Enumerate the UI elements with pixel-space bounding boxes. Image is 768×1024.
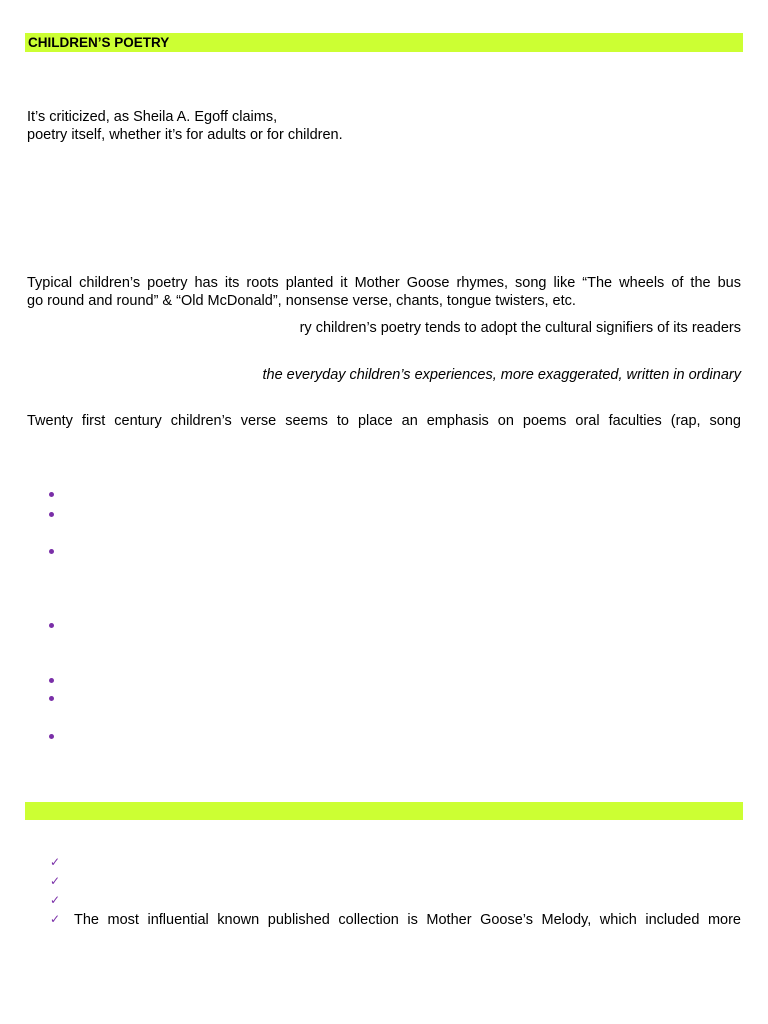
checklist-item-text: The most influential known published collection is Mother Goose’s Melody, which included more [74, 912, 741, 928]
section-heading-blank [25, 802, 743, 820]
paragraph-1-line-1: Typical children’s poetry has its roots planted it Mother Goose rhymes, song like “The wheels of the bus [27, 275, 741, 291]
bullet-dot-icon [49, 623, 54, 628]
bullet-dot-icon [49, 696, 54, 701]
intro-line-2: poetry itself, whether it’s for adults or for children. [27, 127, 343, 143]
bullet-dot-icon [49, 734, 54, 739]
paragraph-2-line-1: Twenty first century children’s verse seems to place an emphasis on poems oral faculties (rap, song [27, 413, 741, 429]
bullet-dot-icon [49, 549, 54, 554]
bullet-dot-icon [49, 492, 54, 497]
checkmark-icon: ✓ [50, 893, 61, 907]
section-heading [25, 33, 743, 52]
checkmark-icon: ✓ [50, 912, 61, 926]
italic-fragment: the everyday children’s experiences, more exaggerated, written in ordinary [262, 367, 741, 383]
paragraph-fragment-right: ry children’s poetry tends to adopt the cultural signifiers of its readers [299, 320, 741, 336]
bullet-dot-icon [49, 512, 54, 517]
bullet-dot-icon [49, 678, 54, 683]
section-heading-text: CHILDREN’S POETRY [28, 35, 170, 50]
checkmark-icon: ✓ [50, 874, 61, 888]
checkmark-icon: ✓ [50, 855, 61, 869]
paragraph-1-line-2: go round and round” & “Old McDonald”, nonsense verse, chants, tongue twisters, etc. [27, 293, 576, 309]
intro-line-1: It’s criticized, as Sheila A. Egoff claims, [27, 109, 278, 125]
